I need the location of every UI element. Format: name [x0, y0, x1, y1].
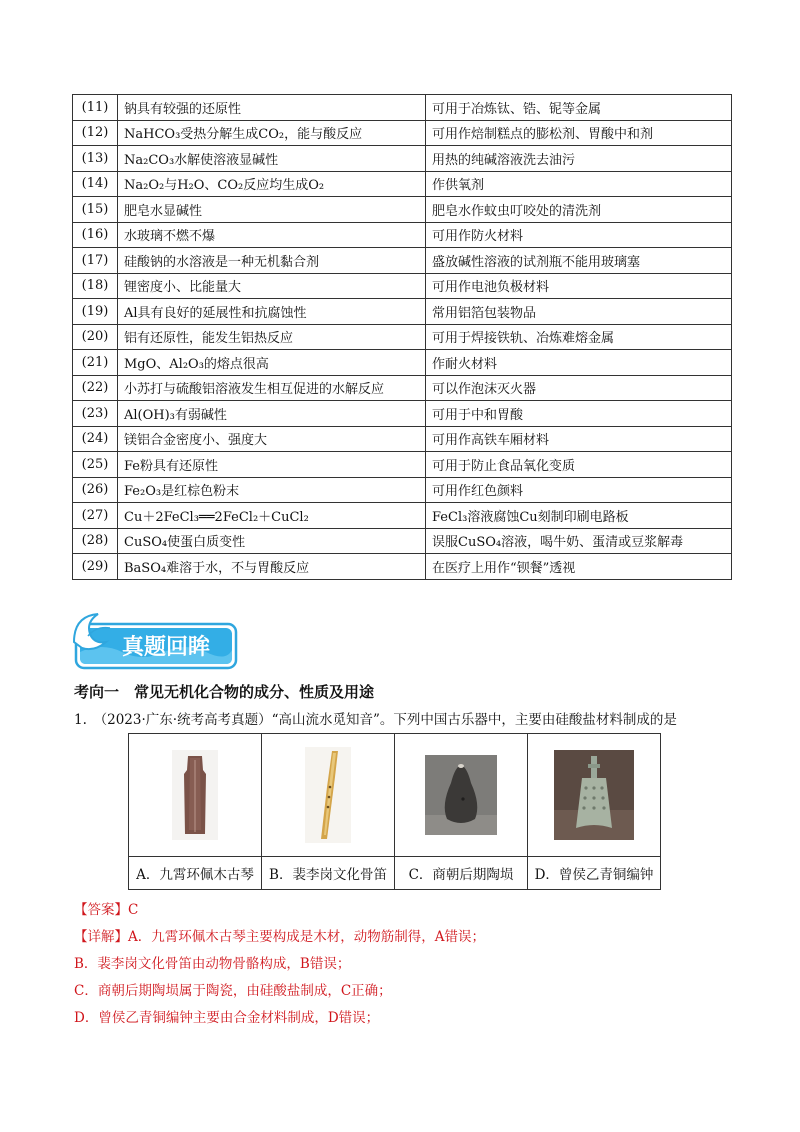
use-cell: 可用作高铁车厢材料: [426, 426, 732, 452]
property-cell: Al(OH)₃有弱碱性: [118, 401, 426, 427]
use-cell: 可用于防止食品氧化变质: [426, 452, 732, 478]
table-row: [73, 401, 732, 427]
use-cell: 误服CuSO₄溶液，喝牛奶、蛋清或豆浆解毒: [426, 528, 732, 554]
row-number: (14): [73, 171, 118, 197]
option-d-image-cell: [528, 734, 661, 857]
table-row: [73, 248, 732, 274]
property-cell: Fe粉具有还原性: [118, 452, 426, 478]
row-number: (23): [73, 401, 118, 427]
row-number: (27): [73, 503, 118, 529]
row-number: (15): [73, 197, 118, 223]
banner-title: 真题回眸: [121, 635, 211, 660]
section-heading: 考向一 常见无机化合物的成分、性质及用途: [74, 683, 375, 701]
row-number: (16): [73, 222, 118, 248]
use-cell: 作供氧剂: [426, 171, 732, 197]
row-number: (18): [73, 273, 118, 299]
options-table: [128, 733, 661, 890]
property-cell: 水玻璃不燃不爆: [118, 222, 426, 248]
use-cell: 可用于冶炼钛、锆、铌等金属: [426, 95, 732, 121]
option-b-label: B．裴李岗文化骨笛: [262, 857, 395, 890]
table-row: [73, 95, 732, 121]
explanation-line: B．裴李岗文化骨笛由动物骨骼构成，B错误；: [74, 956, 351, 972]
row-number: (13): [73, 146, 118, 172]
use-cell: 可以作泡沫灭火器: [426, 375, 732, 401]
row-number: (21): [73, 350, 118, 376]
pottery-xun-image: [425, 755, 497, 835]
option-a-image-cell: [129, 734, 262, 857]
property-cell: Cu＋2FeCl₃══2FeCl₂＋CuCl₂: [118, 503, 426, 529]
row-number: (25): [73, 452, 118, 478]
property-cell: Na₂O₂与H₂O、CO₂反应均生成O₂: [118, 171, 426, 197]
use-cell: 肥皂水作蚊虫叮咬处的清洗剂: [426, 197, 732, 223]
use-cell: 可用作红色颜料: [426, 477, 732, 503]
option-b-image-cell: [262, 734, 395, 857]
row-number: (17): [73, 248, 118, 274]
property-cell: Fe₂O₃是红棕色粉末: [118, 477, 426, 503]
guqin-image: [172, 750, 218, 840]
row-number: (29): [73, 554, 118, 580]
row-number: (19): [73, 299, 118, 325]
row-number: (20): [73, 324, 118, 350]
use-cell: 可用于焊接铁轨、冶炼难熔金属: [426, 324, 732, 350]
question-text: 1. （2023·广东·统考高考真题）“高山流水觅知音”。下列中国古乐器中，主要由硅酸盐材料制成的是: [74, 712, 677, 728]
property-cell: BaSO₄难溶于水，不与胃酸反应: [118, 554, 426, 580]
table-row: [73, 375, 732, 401]
row-number: (24): [73, 426, 118, 452]
use-cell: 可用作电池负极材料: [426, 273, 732, 299]
property-cell: MgO、Al₂O₃的熔点很高: [118, 350, 426, 376]
use-cell: 用热的纯碱溶液洗去油污: [426, 146, 732, 172]
property-cell: NaHCO₃受热分解生成CO₂，能与酸反应: [118, 120, 426, 146]
table-row: [73, 197, 732, 223]
table-row: [73, 324, 732, 350]
table-row: [73, 477, 732, 503]
property-cell: 锂密度小、比能量大: [118, 273, 426, 299]
explanation-line: 【详解】A．九霄环佩木古琴主要构成是木材，动物筋制得，A错误；: [74, 929, 485, 945]
bone-flute-image: [305, 747, 351, 843]
explanation-line: C．商朝后期陶埙属于陶瓷，由硅酸盐制成，C正确；: [74, 983, 392, 999]
bronze-bell-image: [554, 750, 634, 840]
use-cell: 盛放碱性溶液的试剂瓶不能用玻璃塞: [426, 248, 732, 274]
property-cell: 钠具有较强的还原性: [118, 95, 426, 121]
table-row: [73, 554, 732, 580]
use-cell: 可用于中和胃酸: [426, 401, 732, 427]
use-cell: 可用作防火材料: [426, 222, 732, 248]
table-row: [73, 273, 732, 299]
table-row: [73, 222, 732, 248]
row-number: (28): [73, 528, 118, 554]
table-row: [73, 426, 732, 452]
table-row: [73, 120, 732, 146]
use-cell: 在医疗上用作“钡餐”透视: [426, 554, 732, 580]
property-use-table: [72, 94, 732, 580]
table-row: [73, 528, 732, 554]
table-row: [73, 171, 732, 197]
option-c-image-cell: [395, 734, 528, 857]
section-banner: [72, 612, 240, 672]
row-number: (11): [73, 95, 118, 121]
table-row: [73, 350, 732, 376]
property-cell: CuSO₄使蛋白质变性: [118, 528, 426, 554]
use-cell: 可用作焙制糕点的膨松剂、胃酸中和剂: [426, 120, 732, 146]
table-row: [73, 503, 732, 529]
option-d-label: D．曾侯乙青铜编钟: [528, 857, 661, 890]
row-number: (26): [73, 477, 118, 503]
table-row: [73, 299, 732, 325]
property-cell: 小苏打与硫酸铝溶液发生相互促进的水解反应: [118, 375, 426, 401]
explanation-line: D．曾侯乙青铜编钟主要由合金材料制成，D错误；: [74, 1010, 380, 1026]
option-c-label: C．商朝后期陶埙: [395, 857, 528, 890]
property-cell: 镁铝合金密度小、强度大: [118, 426, 426, 452]
row-number: (12): [73, 120, 118, 146]
property-cell: Na₂CO₃水解使溶液显碱性: [118, 146, 426, 172]
answer-label: 【答案】C: [74, 902, 139, 918]
use-cell: 作耐火材料: [426, 350, 732, 376]
property-cell: 肥皂水显碱性: [118, 197, 426, 223]
use-cell: 常用铝箔包装物品: [426, 299, 732, 325]
property-cell: 硅酸钠的水溶液是一种无机黏合剂: [118, 248, 426, 274]
property-cell: Al具有良好的延展性和抗腐蚀性: [118, 299, 426, 325]
wave-banner-icon: [72, 612, 240, 672]
use-cell: FeCl₃溶液腐蚀Cu刻制印刷电路板: [426, 503, 732, 529]
row-number: (22): [73, 375, 118, 401]
table-row: [73, 146, 732, 172]
property-cell: 铝有还原性，能发生铝热反应: [118, 324, 426, 350]
option-a-label: A．九霄环佩木古琴: [129, 857, 262, 890]
table-row: [73, 452, 732, 478]
